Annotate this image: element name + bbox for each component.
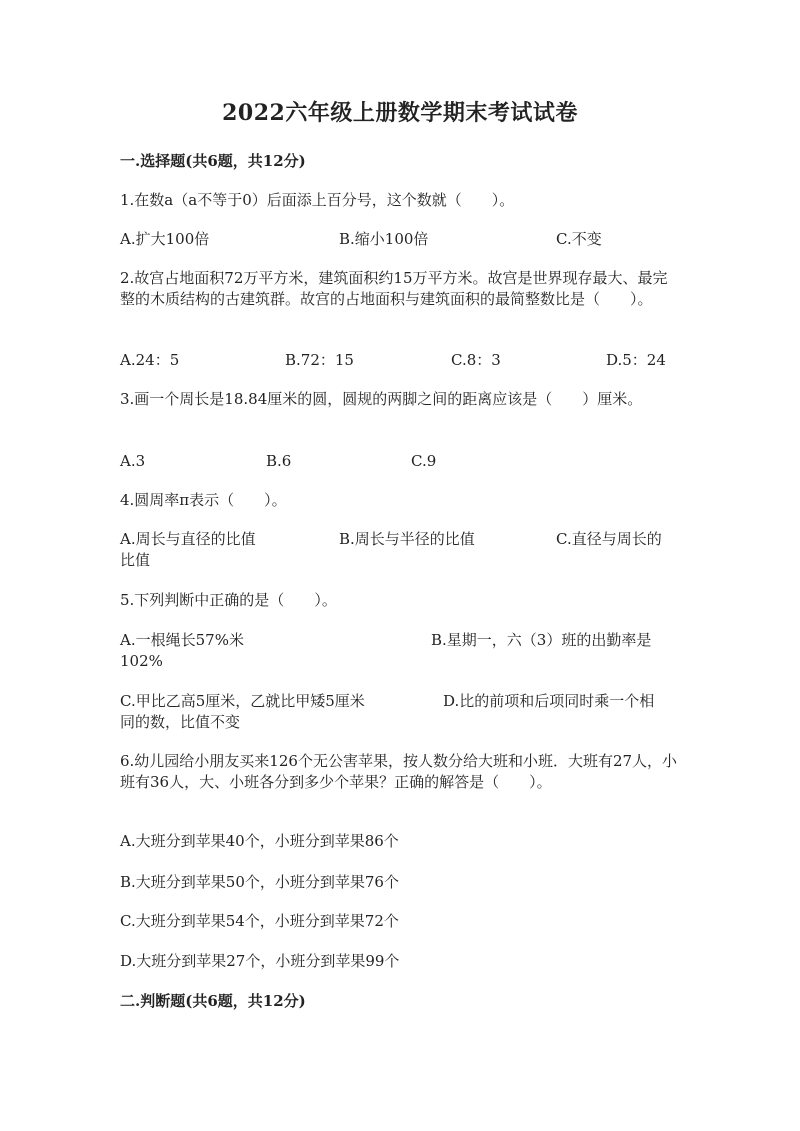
question-3: 3.画一个周长是18.84厘米的圆，圆规的两脚之间的距离应该是（ ）厘米。 <box>120 390 643 408</box>
q6-option-d: D.大班分到苹果27个，小班分到苹果99个 <box>120 952 400 970</box>
q6-option-a: A.大班分到苹果40个，小班分到苹果86个 <box>120 832 399 850</box>
question-1: 1.在数a（a不等于0）后面添上百分号，这个数就（ ）。 <box>120 191 515 209</box>
q6-option-c: C.大班分到苹果54个，小班分到苹果72个 <box>120 912 399 930</box>
q5-option-d-continued: 同的数，比值不变 <box>120 713 241 731</box>
q5-option-c: C.甲比乙高5厘米，乙就比甲矮5厘米 <box>120 692 365 710</box>
q5-option-d: D.比的前项和后项同时乘一个相 <box>443 692 655 710</box>
q2-option-b: B.72：15 <box>285 351 354 369</box>
q4-option-c-continued: 比值 <box>120 551 151 569</box>
page-title: 2022六年级上册数学期末考试试卷 <box>222 100 578 126</box>
q4-option-a: A.周长与直径的比值 <box>120 530 256 548</box>
q2-option-a: A.24：5 <box>120 351 180 369</box>
q1-option-c: C.不变 <box>556 230 602 248</box>
q4-option-c: C.直径与周长的 <box>556 530 662 548</box>
q1-option-a: A.扩大100倍 <box>120 230 210 248</box>
q6-option-b: B.大班分到苹果50个，小班分到苹果76个 <box>120 873 399 891</box>
q4-option-b: B.周长与半径的比值 <box>339 530 475 548</box>
question-5: 5.下列判断中正确的是（ ）。 <box>120 591 337 609</box>
q2-option-c: C.8：3 <box>451 351 501 369</box>
question-4: 4.圆周率π表示（ ）。 <box>120 491 287 509</box>
q3-option-b: B.6 <box>266 452 292 470</box>
q1-option-b: B.缩小100倍 <box>339 230 429 248</box>
q5-option-a: A.一根绳长57%米 <box>120 631 244 649</box>
q5-option-b-continued: 102% <box>120 652 163 670</box>
question-6: 6.幼儿园给小朋友买来126个无公害苹果，按人数分给大班和小班．大班有27人，小班有36人，大、小班各分到多少个苹果？正确的解答是（ ）。 <box>120 752 678 791</box>
q2-option-d: D.5：24 <box>606 351 666 369</box>
q5-option-b: B.星期一，六（3）班的出勤率是 <box>431 631 652 649</box>
q3-option-c: C.9 <box>411 452 437 470</box>
section-heading-judgment: 二.判断题(共6题，共12分) <box>120 992 306 1010</box>
section-heading-choice: 一.选择题(共6题，共12分) <box>120 152 306 170</box>
q3-option-a: A.3 <box>120 452 146 470</box>
question-2: 2.故宫占地面积72万平方米，建筑面积约15万平方米。故宫是世界现存最大、最完整的木质结构的古建筑群。故宫的占地面积与建筑面积的最简整数比是（ ）。 <box>120 269 668 308</box>
